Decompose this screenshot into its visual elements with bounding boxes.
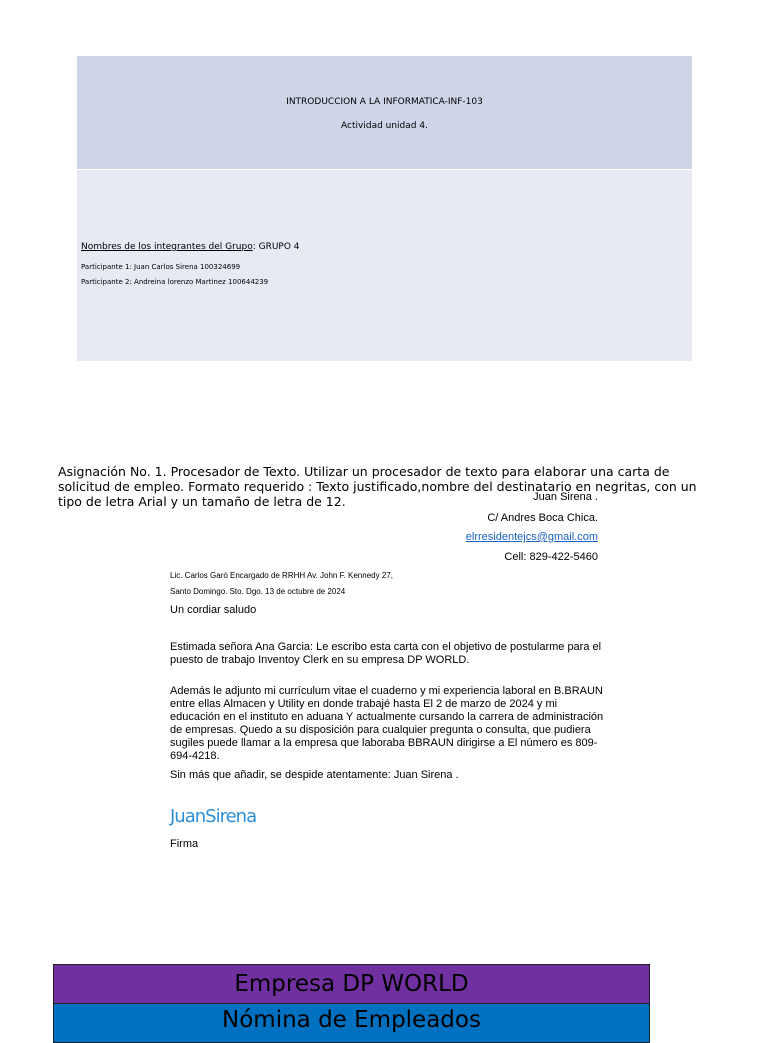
greeting: Un cordiar saludo	[170, 604, 257, 616]
company-name: Empresa DP WORLD	[234, 971, 469, 997]
course-title: INTRODUCCION A LA INFORMATICA-INF-103	[286, 97, 483, 107]
payroll-title: Nómina de Empleados	[222, 1007, 481, 1033]
sender-name: Juan Sirena .	[533, 491, 598, 503]
activity-title: Actividad unidad 4.	[341, 121, 428, 131]
letter-closing: Sin más que añadir, se despide atentamente: Juan Sirena .	[170, 769, 459, 781]
recipient-line-1: Lic. Carlos Garó Encargado de RRHH Av. John F. Kennedy 27,	[170, 571, 393, 580]
letter-paragraph-2: Además le adjunto mi currículum vitae el cuaderno y mi experiencia laboral en B.BRAUN entre ellas Almacen y Utility en donde trabajé hasta El 2 de marzo de 2024 y mi educación en el instituto en aduana Y actualmente cursando la carrera de administración de empresas. Quedo a su disposición para cualquier pregunta o consulta, que pudiera sugiles puede llamar a la empresa que laboraba BBRAUN dirigirse a El número es 809- 694-4218.	[170, 685, 604, 762]
cover-header-band	[77, 56, 692, 169]
group-value: : GRUPO 4	[252, 242, 300, 252]
sender-email-link[interactable]: elrresidentejcs@gmail.com	[465, 531, 598, 543]
participant-2: Participante 2: Andreina lorenzo Martinez 100644239	[81, 278, 269, 286]
group-label: Nombres de los integrantes del Grupo	[81, 242, 253, 252]
signature-label: Firma	[170, 838, 199, 850]
sender-address: C/ Andres Boca Chica.	[487, 512, 598, 524]
letter-paragraph-1: Estimada señora Ana Garcia: Le escribo esta carta con el objetivo de postularme para el puesto de trabajo Inventoy Clerk en su empresa DP WORLD.	[170, 641, 602, 666]
sender-cell: Cell: 829-422-5460	[504, 551, 598, 563]
recipient-line-2: Santo Domingo. Sto. Dgo. 13 de octubre de 2024	[170, 587, 346, 596]
table-payroll-header	[53, 1003, 650, 1043]
signature: JuanSirena	[170, 806, 257, 827]
assignment-text: Asignación No. 1. Procesador de Texto. Utilizar un procesador de texto para elaborar una carta de solicitud de empleo. Formato requerido : Texto justificado,nombre del destinatario en negritas, con un tipo de letra Arial y un tamaño de letra de 12.	[58, 464, 697, 509]
participant-1: Participante 1: Juan Carlos Sirena 100324699	[81, 263, 241, 271]
table-company-header	[53, 964, 650, 1004]
group-heading	[81, 242, 300, 252]
